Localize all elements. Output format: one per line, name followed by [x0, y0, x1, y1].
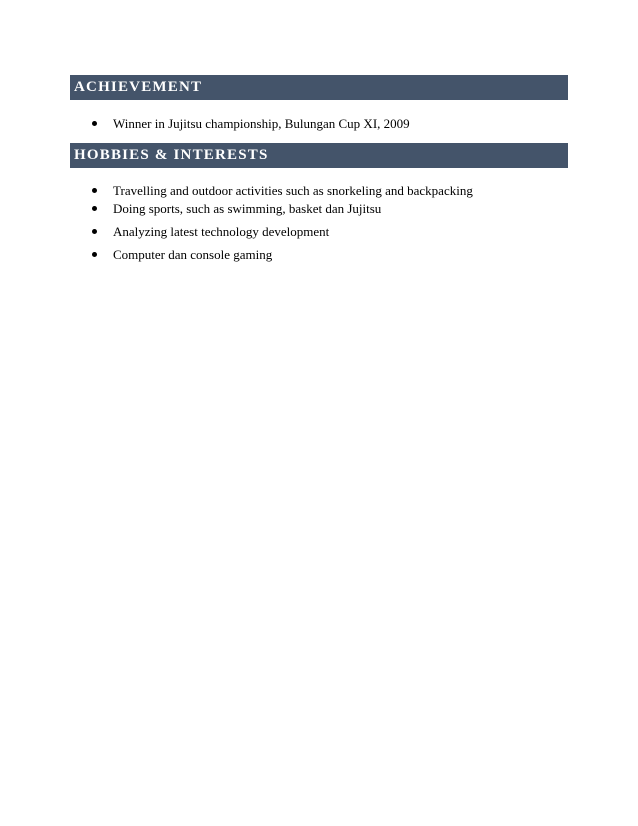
achievement-item-text: Winner in Jujitsu championship, Bulungan Cup XI, 2009	[113, 116, 410, 131]
list-item	[0, 246, 638, 264]
achievement-section-header	[70, 75, 568, 100]
hobbies-section-header	[70, 143, 568, 168]
hobby-item-text: Travelling and outdoor activities such as snorkeling and backpacking	[113, 183, 473, 198]
hobby-item-text: Computer dan console gaming	[113, 247, 273, 262]
list-item	[0, 200, 638, 218]
bullet-icon	[92, 229, 97, 234]
bullet-icon	[92, 206, 97, 211]
list-item	[0, 182, 638, 200]
bullet-icon	[92, 121, 97, 126]
achievement-section-title: ACHIEVEMENT	[74, 79, 203, 95]
hobbies-section-title: HOBBIES & INTERESTS	[74, 147, 269, 163]
list-item	[0, 223, 638, 241]
hobby-item-text: Doing sports, such as swimming, basket dan Jujitsu	[113, 201, 382, 216]
list-item	[0, 115, 638, 133]
bullet-icon	[92, 188, 97, 193]
bullet-icon	[92, 252, 97, 257]
hobby-item-text: Analyzing latest technology development	[113, 224, 330, 239]
